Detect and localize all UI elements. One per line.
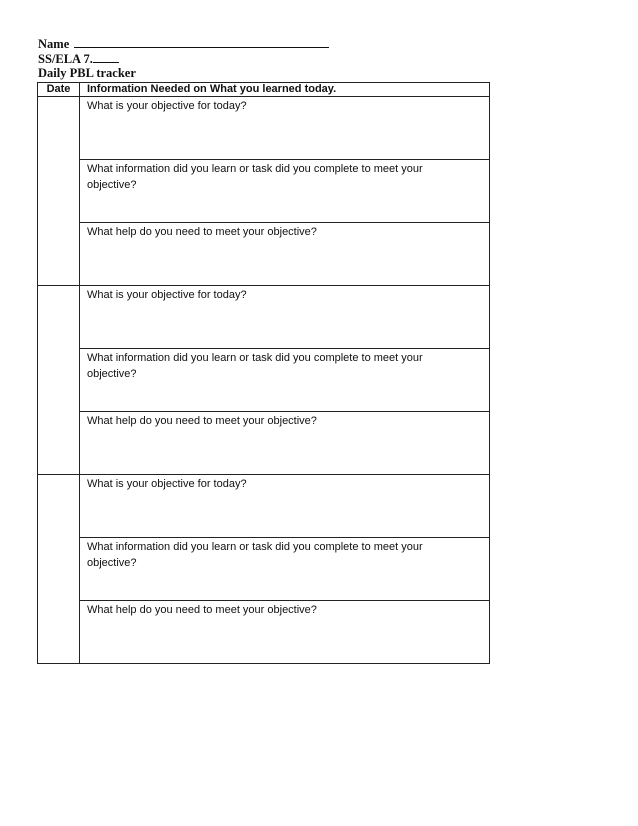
tracker-title: Daily PBL tracker	[38, 66, 136, 80]
name-blank[interactable]	[74, 37, 329, 48]
help-question-cell[interactable]: What help do you need to meet your objective?	[80, 601, 490, 664]
class-period-blank[interactable]	[93, 52, 119, 63]
table-row	[38, 97, 490, 160]
help-question-cell[interactable]: What help do you need to meet your objective?	[80, 223, 490, 286]
name-line	[38, 37, 329, 52]
table-row	[38, 538, 490, 601]
class-label: SS/ELA 7.	[38, 51, 93, 66]
date-column-header: Date	[38, 83, 80, 97]
learned-question-cell[interactable]: What information did you learn or task did you complete to meet your objective?	[80, 349, 490, 412]
pbl-tracker-table	[37, 82, 490, 664]
date-cell-day-1[interactable]	[38, 97, 80, 286]
table-row	[38, 286, 490, 349]
help-question-cell[interactable]: What help do you need to meet your objective?	[80, 412, 490, 475]
class-line	[38, 52, 329, 67]
learned-question-cell[interactable]: What information did you learn or task did you complete to meet your objective?	[80, 538, 490, 601]
table-row	[38, 475, 490, 538]
info-column-header: Information Needed on What you learned today.	[80, 83, 490, 97]
objective-question-cell[interactable]: What is your objective for today?	[80, 286, 490, 349]
learned-question-cell[interactable]: What information did you learn or task did you complete to meet your objective?	[80, 160, 490, 223]
table-header-row	[38, 83, 490, 97]
objective-question-cell[interactable]: What is your objective for today?	[80, 97, 490, 160]
date-cell-day-3[interactable]	[38, 475, 80, 664]
date-cell-day-2[interactable]	[38, 286, 80, 475]
worksheet-header	[38, 37, 329, 81]
table-row	[38, 412, 490, 475]
objective-question-cell[interactable]: What is your objective for today?	[80, 475, 490, 538]
table-row	[38, 160, 490, 223]
table-row	[38, 223, 490, 286]
name-label: Name	[38, 37, 70, 51]
table-row	[38, 601, 490, 664]
table-row	[38, 349, 490, 412]
